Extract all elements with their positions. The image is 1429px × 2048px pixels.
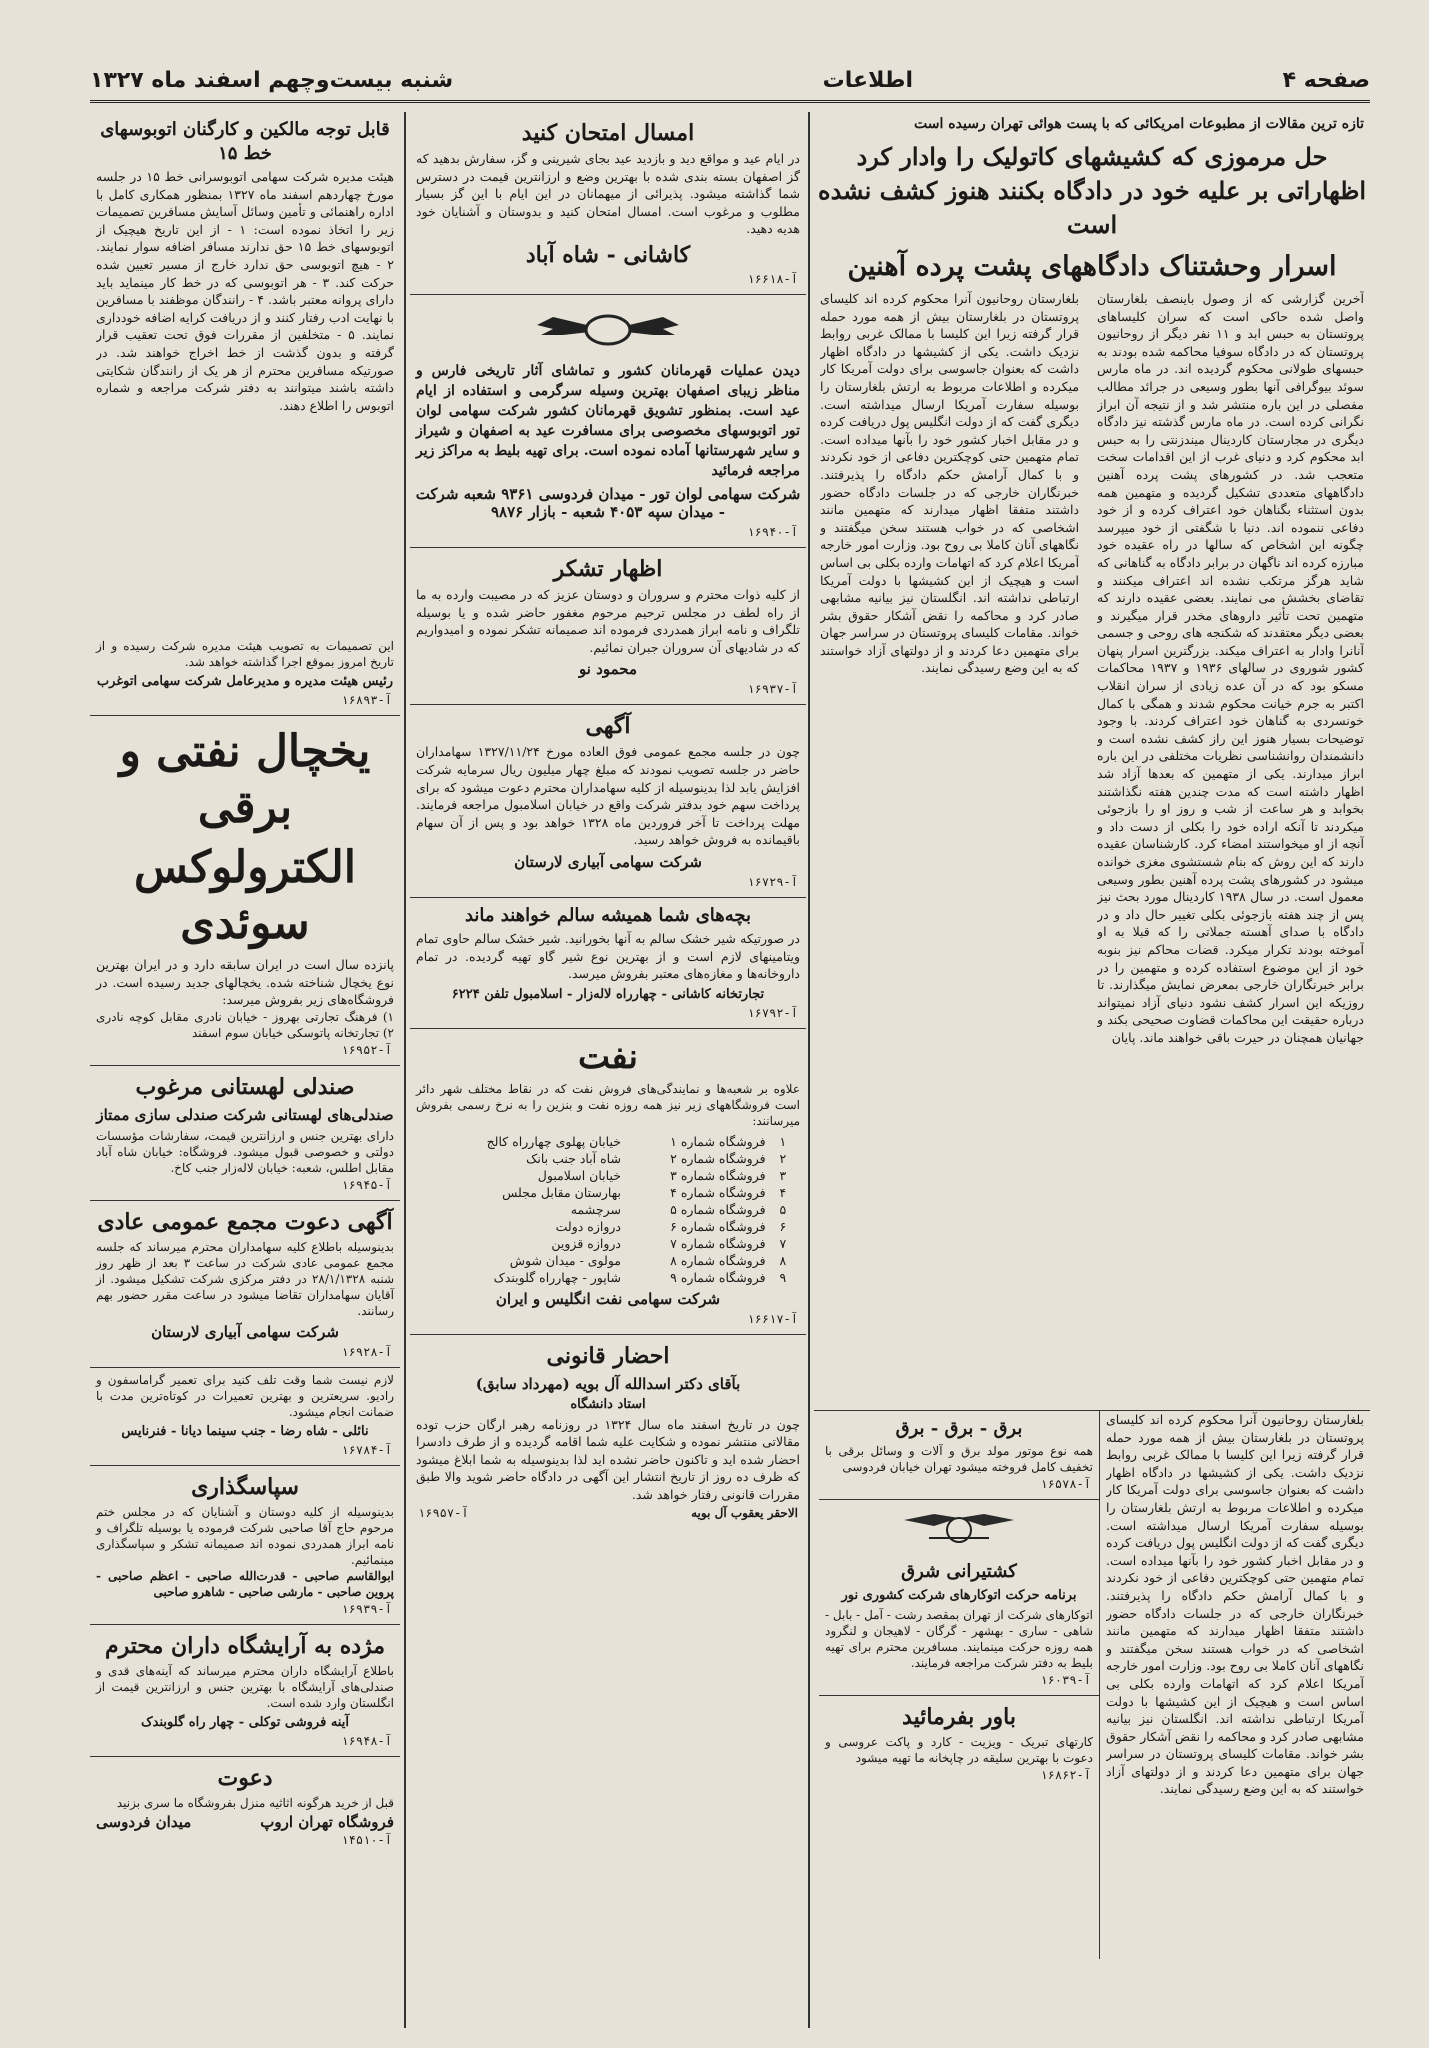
ad-mirror-addr: آینه فروشی توکلی - چهار راه گلوبندک [141, 1714, 349, 1730]
ad-assembly [90, 1201, 400, 1368]
ad-children-ref-code: آ-۱۶۷۹۲ [747, 1005, 798, 1020]
ad-summons-ref-code: آ-۱۶۹۵۷ [418, 1505, 469, 1520]
ad-fridge-ref [98, 1043, 392, 1057]
ad-invitation [90, 1757, 400, 1855]
ad-assembly-body: بدینوسیله باطلاع کلیه سهامداران محترم میرساند که جلسه مجمع عمومی عادی شرکت در ساعت ۳ بعد از ظهر روز شنبه ۲۸/۱/۱۳۲۸ در دفتر مرکزی شرکت تشکیل میشود. از آقایان سهامداران تقاضا میشود در ساعت مقرر حضور بهم رسانند. [96, 1239, 394, 1318]
ad-gaz [410, 112, 806, 295]
ad-bus-notice-ref-code: آ-۱۶۸۹۳ [341, 693, 392, 707]
ad-radio-body: لازم نیست شما وقت تلف کنید برای تعمیر گراماسفون و رادیو. سریعترین و بهترین تعمیرات در کوتاه‌ترین مدت با ضمانت انجام میشود. [96, 1372, 394, 1419]
ad-bus-notice-ref [98, 693, 392, 707]
ad-bus-notice [90, 112, 400, 716]
ad-mirror-ref-code: آ-۱۶۹۴۸ [341, 1733, 392, 1748]
table-cell: دروازه دولت [555, 1218, 621, 1234]
ad-invitation-place: میدان فردوسی [96, 1812, 192, 1831]
ad-chairs-sub: صندلی‌های لهستانی شرکت صندلی سازی ممتاز [96, 1105, 394, 1124]
ad-notice-title: آگهی [585, 713, 631, 740]
table-cell: فروشگاه شماره ۸ [670, 1252, 766, 1268]
ad-children-body: در صورتیکه شیر خشک سالم به آنها بخورانید. شیر خشک سالم حاوی تمام ویتامینهای لازم است و از بهترین نوع شیر گاو تهیه گردیده. در تمام داروخانه‌ها و مغازه‌های معتبر بفروش میرسد. [416, 930, 800, 982]
ad-tour-ref-code: آ-۱۶۹۴۰ [747, 524, 798, 539]
top-note: تازه ترین مقالات از مطبوعات امریکائی که با پست هوائی تهران رسیده است [914, 116, 1364, 132]
table-cell: ۲ [779, 1150, 787, 1166]
ad-notice-body: چون در جلسه مجمع عمومی فوق العاده مورخ ۱۳۲۷/۱۱/۲۴ سهامداران حاضر در جلسه تصویب نمودند که مبلغ چهار میلیون ریال سرمایه شرکت افزایش یابد لذا بدینوسیله از کلیه سهامداران محترم دعوت میشود که برای پرداخت سهم خود بدفتر شرکت واقع در خیابان اسلامبول مراجعه فرمایند. مهلت پرداخت تا آخر فروردین ماه ۱۳۲۸ خواهد بود و پس از آن سهام باقیمانده به فروش خواهد رسید. [416, 744, 801, 848]
table-row [426, 1252, 790, 1269]
table-row [426, 1150, 790, 1167]
ad-chairs-ref-code: آ-۱۶۹۴۵ [341, 1177, 392, 1192]
ad-assembly-ref-code: آ-۱۶۹۲۸ [341, 1344, 392, 1359]
ad-invitation-signs [96, 1813, 394, 1831]
ad-tour-body: دیدن عملیات قهرمانان کشور و تماشای آثار تاریخی فارس و مناظر زیبای اصفهان بهترین وسیله سرگرمی و استفاده از ایام عید است. بمنظور تشویق قهرمانان کشور شرکت سهامی لوان تور اتوبوسهای مخصوصی برای مسافرت عید به اصفهان و شیراز و سایر شهرستانها آماده نموده است. برای تهیه بلیط به مراکز زیر مراجعه فرمائید [416, 362, 800, 479]
table-cell: مولوی - میدان شوش [509, 1252, 621, 1268]
table-cell: ۳ [779, 1167, 787, 1183]
table-row [426, 1184, 790, 1201]
ad-fridge-title2: الکترولوکس سوئدی [134, 842, 356, 949]
table-row [426, 1235, 790, 1252]
ad-summons-footer [418, 1506, 798, 1520]
column-middle [410, 112, 806, 2028]
ad-electric-title: برق - برق - برق [895, 1418, 1023, 1439]
ad-invitation-ref [98, 1833, 392, 1847]
ad-bus-title: کشتیرانی شرق [901, 1561, 1017, 1582]
ad-radio-addr: نائلی - شاه رضا - جنب سینما دیانا - فنرنایس [121, 1423, 369, 1439]
page-number: صفحه ۴ [1282, 67, 1370, 93]
ad-tour-ref [418, 525, 798, 539]
masthead [90, 60, 1370, 103]
ad-children [410, 898, 806, 1029]
table-cell: فروشگاه شماره ۷ [670, 1235, 766, 1251]
ad-believe-ref [827, 1768, 1091, 1782]
article-subheadline: اسرار وحشتناک دادگاههای پشت پرده آهنین [847, 251, 1337, 282]
ad-gaz-shop: کاشانی - شاه آباد [525, 241, 691, 268]
table-row [426, 1269, 790, 1286]
table-cell: شاپور - چهارراه گلوبندک [493, 1269, 621, 1285]
ad-children-addr: تجارتخانه کاشانی - چهارراه لاله‌زار - اسلامبول تلفن ۶۲۲۴ [451, 986, 765, 1002]
ad-children-ref [418, 1006, 798, 1020]
column-rule-right [808, 112, 810, 2028]
ad-bus-subtitle: برنامه حرکت اتوکارهای شرکت کشوری نور [841, 1588, 1077, 1603]
ad-chairs-body: دارای بهترین جنس و ارزانترین قیمت، سفارشات مؤسسات دولتی و خصوصی قبول میشود. فروشگاه: خیابان شاه آباد مقابل اطلس، شعبه: خیابان لاله‌زار جنب کاخ. [96, 1128, 394, 1175]
ad-bus-notice-body: هیئت مدیره شرکت سهامی اتوبوسرانی خط ۱۵ در جلسه مورخ چهاردهم اسفند ماه ۱۳۲۷ بمنظور همکاری کامل با اداره راهنمائی و تأمین وسائل آسایش مسافرین تصمیمات زیر را اتخاذ نموده است: ۱ - از این تاریخ هیچیک از اتوبوسهای خط ۱۵ حق ندارند مسافر اضافه سوار نمایند. ۲ - هیچ اتوبوسی حق ندارد خارج از مسیر تعیین شده حرکت کند. ۳ - هر اتوبوسی که در خط کار مینماید باید دارای پروانه معتبر باشد. ۴ - رانندگان موظفند با مسافرین با نهایت ادب رفتار کنند و از دریافت کرایه اضافه خودداری نمایند. ۵ - متخلفین از مقررات فوق تحت تعقیب قرار گرفته و بدون گذشت از خط اخراج خواهند شد. در صورتیکه مسافرین محترم از هر یک از رانندگان شکایتی داشته باشند میتوانند به دفتر شرکت مراجعه و شماره اتوبوس را اطلاع دهند. [96, 169, 394, 413]
ad-gaz-body: در ایام عید و مواقع دید و بازدید عید بجای شیرینی و گز، سفارش بدهید که گز اصفهان بسته بندی شده با بهترین وضع و ارزانترین قیمت در دسترس شما گذاشته میشود. پذیرائی از میهمانان در این ایام با این گز بسیار مطلوب و مرغوب است. امسال امتحان کنید و بدوستان و آشنایان خود هدیه دهید. [416, 151, 800, 237]
ad-believe-ref-code: آ-۱۶۸۶۲ [1040, 1768, 1091, 1782]
ad-thanks-title: اظهار تشکر [553, 555, 663, 582]
ad-summons [410, 1335, 806, 1528]
ad-fridge-title1: یخچال نفتی و برقی [119, 726, 371, 833]
ad-bus-body: اتوکارهای شرکت از تهران بمقصد رشت - آمل - بابل - شاهی - ساری - بهشهر - گرگان - لاهیجان و لنگرود همه روزه حرکت مینمایند. مسافرین محترم برای تهیه بلیط به دفتر شرکت مراجعه فرمایند. [825, 1608, 1093, 1670]
ad-thanks [410, 548, 806, 705]
table-row [426, 1167, 790, 1184]
issue-date: شنبه بیست‌وچهم اسفند ماه ۱۳۲۷ [90, 67, 454, 93]
ad-notice-ref-code: آ-۱۶۷۲۹ [747, 874, 798, 889]
ad-fridge-body: پانزده سال است در ایران سابقه دارد و در ایران بهترین نوع یخچال شناخته شده. یخچالهای جدید رسیده است. در فروشگاه‌های زیر بفروش میرسد: [96, 957, 394, 1008]
ad-thanks-ref-code: آ-۱۶۹۳۷ [747, 682, 798, 697]
ad-believe [819, 1696, 1099, 1790]
article-body-col1: آخرین گزارشی که از وصول باینصف بلغارستان واصل شده حاکی است که سران کلیساهای پروتستان به حبس ابد و ۱۱ نفر دیگر از روحانیون پروتستان که در دادگاه سوفیا محاکمه شده بودند به حبسهای طولانی محکوم گردیده اند. در ماه مارس سوئد بیوگرافی آنها بطور وسیعی در جرائد مطالب مفصلی در این باره منتشر شد و از نتیجه آن ابراز نگرانی کرده است. در ماه مارس گذشته نیز دادگاه دیگری در مجارستان کاردینال میندزنتی را به حبس ابد محکوم کرد و دنیای غرب از این اقدامات سخت متعجب شد. در کشورهای پشت پرده آهنین دادگاههای متعددی تشکیل گردیده و متهمین همه بدون استثناء بگناهان خود اعتراف کرده و از خود دفاعی ننموده اند. دنیا با شگفتی از خود میپرسد چگونه این اشخاص که سالها در راه عقیده خود مبارزه کرده اند ناگهان در برابر دادگاه به گناهانی که شاید هرگز مرتکب نشده اند اعتراف میکنند و تقاضای بخشش می نمایند. بعضی عقیده دارند که متهمین تحت تأثیر داروهای مخدر قرار میگیرند و بعضی دیگر معتقدند که شکنجه های روحی و جسمی آنانرا وادار به اعتراف میکند. بزرگترین اسرار پنهان کشور شوروی در سالهای ۱۹۳۶ و ۱۹۳۷ محاکمات مسکو بود که در آن عده زیادی از سران انقلاب اکتبر به جرم خیانت محکوم شدند و همگی با کمال خونسردی به گناهان خود اعتراف کردند. با وجود توضیحات بسیار هنوز این راز کشف نشده است و دانشمندان روانشناسی نظریات مختلفی در این باره ابراز میدارند. یکی از متهمین که بعدها آزاد شد اظهار داشته است که مدت چندین هفته نگذاشتند بخوابد و هر ساعت از شب و روز او را بازجوئی میکردند تا آنکه اراده خود را بکلی از دست داد و آنچه از او میخواستند امضاء کرد. کارشناسان عقیده دارند که این روش که بنام شستشوی مغزی خوانده میشود در کشورهای پشت پرده آهنین بطور وسیعی معمول است. در سال ۱۹۳۸ کاردینال مورد بحث نیز پس از چند هفته بازجوئی بکلی تغییر حال داد و در دادگاه با صدای آهسته جملاتی را که قبلا به او آموخته بودند تکرار میکرد. قضات محاکم نیز بنوبه خود از این موضوع استفاده کرده و متهمین را در برابر خبرنگاران خارجی بمعرض نمایش میگذارند. تا روزیکه این اسرار کشف نشود دنیای آزاد نمیتواند درباره حقیقت این محاکمات قضاوت صحیحی بکند و جهانیان همچنان در حیرت باقی خواهند ماند. پایان [1097, 291, 1364, 1045]
ad-gratitude [90, 1466, 400, 1625]
table-cell: فروشگاه شماره ۱ [670, 1133, 766, 1149]
table-cell: ۸ [779, 1252, 787, 1268]
ad-electric-ref-code: آ-۱۶۵۷۸ [1040, 1477, 1091, 1491]
ad-radio [90, 1368, 400, 1466]
ad-assembly-title: آگهی دعوت مجمع عمومی عادی [97, 1208, 393, 1235]
ad-gratitude-body: بدینوسیله از کلیه دوستان و آشنایان که در مجلس ختم مرحوم حاج آقا صاحبی شرکت فرموده یا بوسیله تلگراف و نامه ابراز همدردی نموده اند صمیمانه تشکر و سپاسگذاری مینمائیم. [96, 1504, 394, 1567]
ad-assembly-sign: شرکت سهامی آبیاری لارستان [151, 1322, 339, 1341]
ad-thanks-sign: محمود نو [579, 660, 637, 679]
ad-summons-title: احضار قانونی [546, 1342, 670, 1369]
ad-invitation-body: قبل از خرید هرگونه اثاثیه منزل بفروشگاه ما سری بزنید [116, 1795, 394, 1810]
ad-oil-title: نفت [577, 1036, 639, 1077]
table-cell: فروشگاه شماره ۶ [670, 1218, 766, 1234]
ad-fridge [90, 716, 400, 1066]
ad-summons-sub: بآقای دکتر اسدالله آل بویه (مهرداد سابق) [475, 1374, 741, 1393]
table-row [426, 1218, 790, 1235]
table-row [426, 1133, 790, 1150]
table-row [426, 1201, 790, 1218]
ad-invitation-title: دعوت [217, 1764, 273, 1791]
table-cell: خیابان اسلامبول [537, 1167, 621, 1183]
ad-gratitude-sign: ابوالقاسم صاحبی - قدرت‌الله صاحبی - اعظم صاحبی - پروین صاحبی - مارشی صاحبی - شاهرو صاحبی [96, 1568, 394, 1599]
ad-tour-list: شرکت سهامی لوان تور - میدان فردوسی ۹۳۶۱ شعبه شرکت - میدان سپه ۴۰۵۳ شعبه - بازار ۹۸۷۶ [415, 484, 801, 521]
ad-mirror [90, 1625, 400, 1757]
ad-chairs-title: صندلی لهستانی مرغوب [135, 1073, 355, 1100]
ad-electric-ref [827, 1477, 1091, 1491]
ad-invitation-shop: فروشگاه تهران اروپ [260, 1812, 394, 1831]
ad-bus-company [819, 1500, 1099, 1696]
ad-summons-sign: الاحقر یعقوب آل بویه [691, 1505, 798, 1520]
column-rule-left [404, 112, 406, 2028]
table-cell: فروشگاه شماره ۳ [670, 1167, 766, 1183]
ad-thanks-ref [418, 682, 798, 696]
ad-chairs [90, 1066, 400, 1201]
table-cell: ۵ [779, 1201, 787, 1217]
table-cell: فروشگاه شماره ۵ [670, 1201, 766, 1217]
winged-emblem-icon [819, 1510, 1099, 1554]
ad-gratitude-ref [98, 1602, 392, 1616]
ad-mirror-body: باطلاع آرایشگاه داران محترم میرساند که آینه‌های قدی و صندلی‌های آرایشگاه با بهترین جنس و ارزانترین قیمت از انگلستان وارد شده است. [96, 1663, 394, 1710]
article-headline: حل مرموزی که کشیشهای کاتولیک را وادار کرد اظهاراتی بر علیه خود در دادگاه بکنند هنوز کشف نشده است [818, 142, 1366, 239]
ad-chairs-ref [98, 1178, 392, 1192]
winged-badge-icon [410, 305, 806, 355]
ad-oil-intro: علاوه بر شعبه‌ها و نمایندگی‌های فروش نفت که در نقاط مختلف شهر دائر است فروشگاههای زیر نیز همه روزه نفت و بنزین را به نرخ رسمی بفروش میرسانند: [416, 1081, 800, 1128]
table-cell: ۶ [779, 1218, 787, 1234]
ad-assembly-ref [98, 1345, 392, 1359]
table-cell: شاه آباد جنب بانک [526, 1150, 621, 1166]
table-cell: ۷ [779, 1235, 787, 1251]
ad-oil-ref [418, 1312, 798, 1326]
ad-believe-body: کارتهای تبریک - ویزیت - کارد و پاکت عروسی و دعوت با بهترین سلیقه در چاپخانه ما تهیه میشود [825, 1735, 1093, 1765]
ad-radio-ref-code: آ-۱۶۷۸۴ [341, 1442, 392, 1457]
ad-bus-ref [827, 1673, 1091, 1687]
newspaper-name: اطلاعات [822, 67, 914, 93]
table-cell: فروشگاه شماره ۴ [670, 1184, 766, 1200]
ad-mirror-title: مژده به آرایشگاه داران محترم [105, 1632, 385, 1659]
table-cell: سرچشمه [570, 1201, 621, 1217]
ad-bus-notice-sign: رئیس هیئت مدیره و مدیرعامل شرکت سهامی اتوغرب [96, 674, 394, 689]
ad-bus-notice-note: این تصمیمات به تصویب هیئت مدیره شرکت رسیده و از تاریخ امروز بموقع اجرا گذاشته خواهد شد. [96, 639, 394, 669]
ad-notice-sign: شرکت سهامی آبیاری لارستان [514, 852, 702, 871]
column-left [90, 112, 400, 2028]
right-ads [819, 1411, 1100, 1959]
ad-oil-sign: شرکت سهامی نفت انگلیس و ایران [495, 1289, 721, 1308]
ad-summons-sub2: استاد دانشگاه [570, 1396, 646, 1412]
table-cell: دروازه قزوین [551, 1235, 621, 1251]
ad-fridge-list: ۱) فرهنگ تجارتی بهروز - خیابان نادری مقابل کوچه نادری ۲) تجارتخانه پاتوسکی خیابان سوم اسفند [96, 1009, 394, 1040]
article-continuation [1100, 1411, 1370, 1959]
table-cell: ۱ [779, 1133, 787, 1149]
table-cell: فروشگاه شماره ۹ [670, 1269, 766, 1285]
ad-electric-body: همه نوع موتور مولد برق و آلات و وسائل برقی با تخفیف کامل فروخته میشود تهران خیابان فردوسی [825, 1444, 1093, 1474]
table-cell: خیابان پهلوی چهارراه کالج [486, 1133, 621, 1149]
ad-bus-notice-title: قابل توجه مالکین و کارگنان اتوبوسهای خط ۱۵ [100, 119, 390, 164]
ad-tour [410, 295, 806, 548]
article-body-area [814, 290, 1370, 1411]
ad-mirror-ref [98, 1734, 392, 1748]
table-cell: ۹ [779, 1269, 787, 1285]
ad-summons-body: چون در تاریخ اسفند ماه سال ۱۳۲۴ در روزنامه رهبر ارگان حزب توده مقالاتی منتشر نموده و شکایت علیه شما اقامه گردیده و از طرف دادسرا احضار شده اید و تاکنون حاضر نشده اید لذا بدینوسیله به شما ابلاغ میشود که ظرف ده روز از تاریخ انتشار این آگهی در دادگاه حاضر شوید والا طبق مقررات قانونی رفتار خواهد شد. [416, 1416, 800, 1503]
table-cell: ۴ [779, 1184, 787, 1200]
ad-oil [410, 1029, 806, 1335]
column-right [814, 112, 1370, 2028]
ad-gaz-title: امسال امتحان کنید [521, 120, 695, 146]
ad-invitation-ref-code: آ-۱۴۵۱۰ [341, 1832, 392, 1847]
ad-notice [410, 705, 806, 898]
ad-gaz-ref [418, 272, 798, 286]
ad-electric [819, 1411, 1099, 1500]
ad-radio-ref [98, 1443, 392, 1457]
ad-bus-ref-code: آ-۱۶۰۳۹ [1040, 1673, 1091, 1687]
ad-gaz-ref-code: آ-۱۶۶۱۸ [747, 271, 798, 286]
ad-fridge-ref-code: آ-۱۶۹۵۲ [341, 1042, 392, 1057]
oil-shops-table [426, 1133, 790, 1286]
table-cell: فروشگاه شماره ۲ [670, 1150, 766, 1166]
ad-believe-title: باور بفرمائید [902, 1704, 1016, 1730]
ad-thanks-body: از کلیه ذوات محترم و سروران و دوستان عزیز که در مصیبت وارده به ما از راه لطف در مجلس ترحیم مرحوم مغفور حاضر شده و یا بوسیله تلگراف و نامه ابراز همدردی فرموده اند صمیمانه تشکر نموده و امیدواریم که در شادیهای آن سروران جبران نمائیم. [416, 586, 800, 655]
ad-children-title: بچه‌های شما همیشه سالم خواهند ماند [464, 904, 752, 926]
table-cell: بهارستان مقابل مجلس [502, 1184, 621, 1200]
ad-gratitude-title: سپاسگذاری [191, 1473, 299, 1500]
ad-oil-ref-code: آ-۱۶۶۱۷ [747, 1311, 798, 1326]
ad-notice-ref [418, 875, 798, 889]
ad-gratitude-ref-code: آ-۱۶۹۳۹ [341, 1601, 392, 1616]
article-continuation-text: بلغارستان روحانیون آنرا محکوم کرده اند کلیسای پروتستان در بلغارستان بیش از همه مورد حمله قرار گرفته زیرا این کلیسا با ممالک غربی روابط نزدیک داشت. یکی از کشیشها در دادگاه اظهار داشت که بعنوان جاسوسی برای دولت آمریکا کار میکرده و اطلاعات مربوط به ارتش بلغارستان را بوسیله سفارت آمریکا ارسال میداشته است. دیگری گفت که از دولت انگلیس پول دریافت کرده و در مقابل اخبار کشور خود را بآنها میداده است. تمام متهمین حتی کوچکترین دفاعی از خود نکردند و با کمال آرامش حکم دادگاه را پذیرفتند. خبرنگاران خارجی که در جلسات دادگاه حضور داشتند متفقا اظهار میدارند که متهمین مانند اشخاصی که در خواب هستند سخن میگفتند و نگاههای آنان کاملا بی روح بود. وزارت امور خارجه آمریکا اعلام کرد که اتهامات وارده بکلی بی اساس است و هیچیک از این کشیشها با دولت آمریکا ارتباطی نداشته اند. انگلستان نیز بیانیه مشابهی صادر کرد و محاکمه را نقض آشکار حقوق بشر خواند. مقامات کلیسای پروتستان در سراسر جهان برای متهمین دعا کردند و از دولتهای آزاد خواستند که به این وضع رسیدگی نمایند. [1106, 1412, 1364, 1797]
article-body-col2: بلغارستان روحانیون آنرا محکوم کرده اند کلیسای پروتستان در بلغارستان بیش از همه مورد حمله قرار گرفته زیرا این کلیسا با ممالک غربی روابط نزدیک داشت. یکی از کشیشها در دادگاه اظهار داشت که بعنوان جاسوسی برای دولت آمریکا کار میکرده و اطلاعات مربوط به ارتش بلغارستان را بوسیله سفارت آمریکا ارسال میداشته است. دیگری گفت که از دولت انگلیس پول دریافت کرده و در مقابل اخبار کشور خود را بآنها میداده است. تمام متهمین حتی کوچکترین دفاعی از خود نکردند و با کمال آرامش حکم دادگاه را پذیرفتند. خبرنگاران خارجی که در جلسات دادگاه حضور داشتند متفقا اظهار میدارند که متهمین مانند اشخاصی که در خواب هستند سخن میگفتند و نگاههای آنان کاملا بی روح بود. وزارت امور خارجه آمریکا اعلام کرد که اتهامات وارده بکلی بی اساس است و هیچیک از این کشیشها با دولت آمریکا ارتباطی نداشته اند. انگلستان نیز بیانیه مشابهی صادر کرد و محاکمه را نقض آشکار حقوق بشر خواند. مقامات کلیسای پروتستان در سراسر جهان برای متهمین دعا کردند و از دولتهای آزاد خواستند که به این وضع رسیدگی نمایند. [820, 291, 1080, 676]
